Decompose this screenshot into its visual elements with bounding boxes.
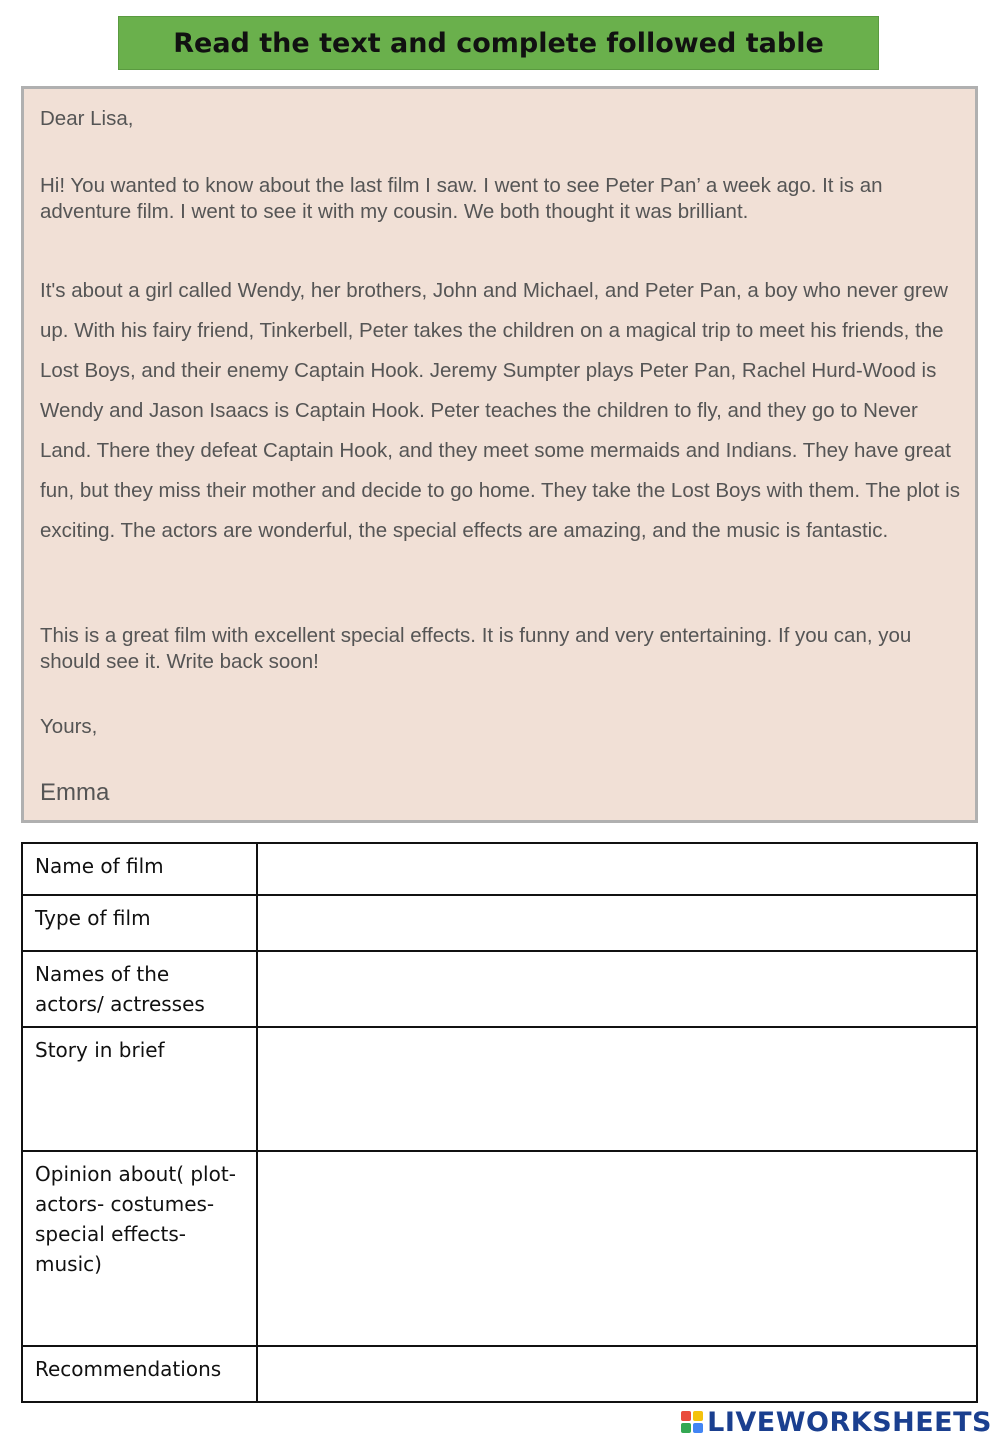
logo-square — [681, 1411, 691, 1421]
logo-square — [693, 1423, 703, 1433]
letter-paragraph-2: It's about a girl called Wendy, her brothers, John and Michael, and Peter Pan, a boy who never grew up. With his fairy friend, Tinkerbell, Peter takes the children on a magical trip to meet his friends, the Lost Boys, and their enemy Captain Hook. Jeremy Sumpter plays Peter Pan, Rachel Hurd-Wood is Wendy and Jason Isaacs is Captain Hook. Peter teaches the children to fly, and they go to Never Land. There they defeat Captain Hook, and they meet some mermaids and Indians. They have great fun, but they miss their mother and decide to go home. They take the Lost Boys with them. The plot is exciting. The actors are wonderful, the special effects are amazing, and the music is fantastic. — [40, 279, 960, 542]
answer-cell-recommendations[interactable] — [257, 1346, 977, 1402]
letter-signature: Emma — [40, 779, 110, 806]
row-label-type-of-film: Type of film — [22, 895, 257, 951]
logo-square — [693, 1411, 703, 1421]
table-row — [22, 895, 977, 951]
liveworksheets-logo-icon — [681, 1411, 703, 1433]
row-label-opinion: Opinion about( plot- actors- costumes- special effects- music) — [22, 1151, 257, 1346]
answer-cell-actors[interactable] — [257, 951, 977, 1027]
answer-cell-name-of-film[interactable] — [257, 843, 977, 895]
film-review-table — [21, 842, 978, 1403]
logo-square — [681, 1423, 691, 1433]
table-row — [22, 1151, 977, 1346]
letter-paragraph-1: Hi! You wanted to know about the last film I saw. I went to see Peter Pan’ a week ago. It is an adventure film. I went to see it with my cousin. We both thought it was brilliant. — [40, 174, 883, 223]
answer-cell-opinion[interactable] — [257, 1151, 977, 1346]
letter-greeting: Dear Lisa, — [40, 107, 134, 130]
row-label-recommendations: Recommendations — [22, 1346, 257, 1402]
table-row — [22, 843, 977, 895]
answer-cell-story[interactable] — [257, 1027, 977, 1151]
answer-cell-type-of-film[interactable] — [257, 895, 977, 951]
worksheet-title: Read the text and complete followed table — [118, 16, 879, 70]
row-label-name-of-film: Name of film — [22, 843, 257, 895]
row-label-actors: Names of the actors/ actresses — [22, 951, 257, 1027]
letter-closing: Yours, — [40, 715, 98, 738]
logo-text: LIVEWORKSHEETS — [707, 1406, 992, 1438]
letter-box — [21, 86, 978, 823]
letter-paragraph-3: This is a great film with excellent special effects. It is funny and very entertaining. If you can, you should see it. Write back soon! — [40, 624, 912, 673]
table-row — [22, 951, 977, 1027]
liveworksheets-logo — [681, 1405, 992, 1439]
table-row — [22, 1027, 977, 1151]
table-row — [22, 1346, 977, 1402]
row-label-story: Story in brief — [22, 1027, 257, 1151]
